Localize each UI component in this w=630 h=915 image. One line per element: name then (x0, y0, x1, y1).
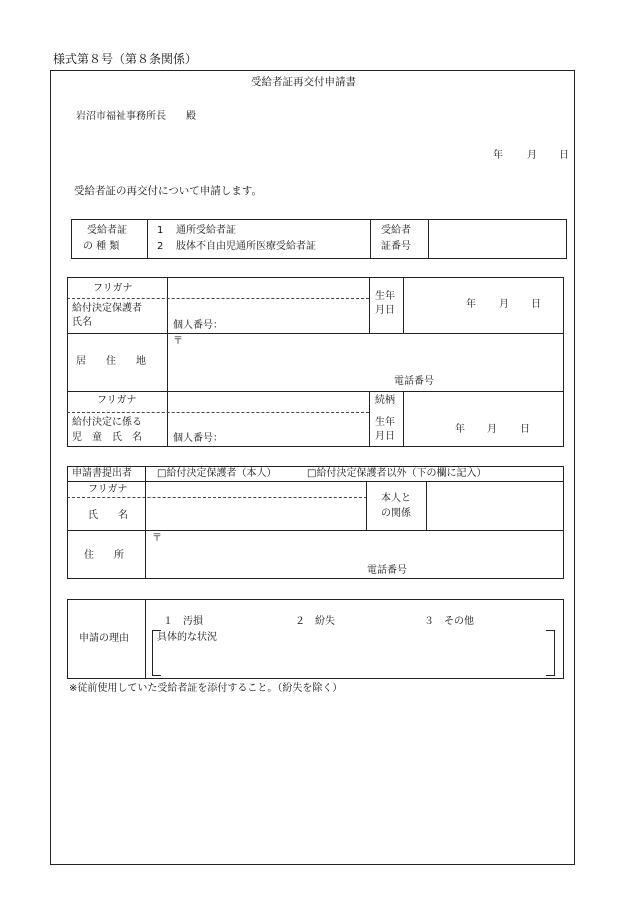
reason-label: 申請の理由 (79, 633, 129, 644)
cert-option-2-no: 2 (157, 241, 164, 252)
guardian-phone-label: 電話番号 (394, 376, 434, 387)
guardian-birth-label-1: 生年 (375, 291, 395, 302)
guardian-address-label: 居 住 地 (76, 356, 146, 367)
child-mynumber-label: 個人番号： (173, 433, 223, 444)
checkbox-guardian-self[interactable]: □給付決定保護者（本人） (157, 468, 277, 479)
applicant-postal-mark: 〒 (152, 533, 162, 544)
reason-option-soiled[interactable]: １ 汚損 (163, 616, 203, 627)
document-title: 受給者証再交付申請書 (251, 76, 356, 88)
guardian-birth-label-2: 月日 (375, 305, 395, 316)
child-birth-day: 日 (520, 424, 530, 435)
applicant-furigana-label: フリガナ (88, 484, 128, 495)
cert-option-2[interactable]: 肢体不自由児通所医療受給者証 (176, 241, 316, 252)
child-birth-label-1: 生年 (375, 417, 395, 428)
child-relation-field[interactable] (408, 394, 558, 410)
reason-detail-field[interactable] (165, 646, 540, 670)
guardian-address-field[interactable] (172, 350, 558, 374)
child-name-label-1: 給付決定に係る (72, 417, 142, 428)
guardian-name-field[interactable] (172, 301, 365, 317)
guardian-birth-day: 日 (531, 299, 541, 310)
guardian-name-label-2: 氏名 (72, 317, 92, 328)
footnote: ※従前使用していた受給者証を添付すること。（紛失を除く） (69, 683, 343, 694)
cert-type-label-1: 受給者証 (87, 225, 127, 236)
applicant-name-label: 氏 名 (88, 510, 128, 521)
cert-option-1[interactable]: 通所受給者証 (176, 225, 236, 236)
applicant-relation-label-2: の関係 (381, 508, 411, 519)
guardian-furigana-label: フリガナ (93, 283, 133, 294)
reason-option-lost[interactable]: ２ 紛失 (295, 616, 335, 627)
cert-number-label-1: 受給者 (381, 225, 411, 236)
child-name-label-2: 児 童 氏 名 (72, 432, 142, 443)
addressee: 岩沼市福祉事務所長 殿 (76, 111, 196, 122)
reason-detail-label: 具体的な状況 (157, 632, 217, 643)
form-number: 様式第８号（第８条関係） (53, 52, 198, 66)
date-month: 月 (527, 150, 537, 161)
applicant-relation-label-1: 本人と (381, 493, 411, 504)
date-year: 年 (493, 150, 503, 161)
child-birth-year: 年 (455, 424, 465, 435)
cert-option-1-no: 1 (157, 225, 164, 236)
applicant-furigana-field[interactable] (150, 484, 362, 496)
applicant-name-field[interactable] (150, 501, 362, 527)
child-birth-label-2: 月日 (375, 431, 395, 442)
submitter-label: 申請書提出者 (72, 468, 132, 479)
cert-type-label-2: の 種 類 (83, 241, 120, 252)
applicant-phone-label: 電話番号 (367, 565, 407, 576)
cert-number-field[interactable] (432, 222, 562, 256)
checkbox-guardian-other[interactable]: □給付決定保護者以外（下の欄に記入） (307, 468, 487, 479)
applicant-relation-field[interactable] (431, 484, 559, 527)
child-birth-month: 月 (487, 424, 497, 435)
child-name-field[interactable] (172, 415, 365, 431)
child-relation-label: 続柄 (375, 395, 395, 406)
guardian-mynumber-label: 個人番号： (173, 320, 223, 331)
child-furigana-field[interactable] (172, 394, 365, 410)
cert-number-label-2: 証番号 (381, 241, 411, 252)
date-day: 日 (559, 150, 569, 161)
guardian-postal-mark: 〒 (173, 336, 183, 347)
reason-option-other[interactable]: ３ その他 (424, 616, 474, 627)
intro-text: 受給者証の再交付について申請します。 (74, 185, 262, 197)
guardian-birth-year: 年 (466, 299, 476, 310)
guardian-furigana-field[interactable] (172, 280, 365, 296)
guardian-birth-month: 月 (499, 299, 509, 310)
applicant-address-label: 住 所 (84, 550, 124, 561)
guardian-name-label-1: 給付決定保護者 (72, 303, 142, 314)
bracket-right (546, 630, 555, 676)
applicant-address-field[interactable] (150, 546, 555, 564)
child-furigana-label: フリガナ (97, 395, 137, 406)
